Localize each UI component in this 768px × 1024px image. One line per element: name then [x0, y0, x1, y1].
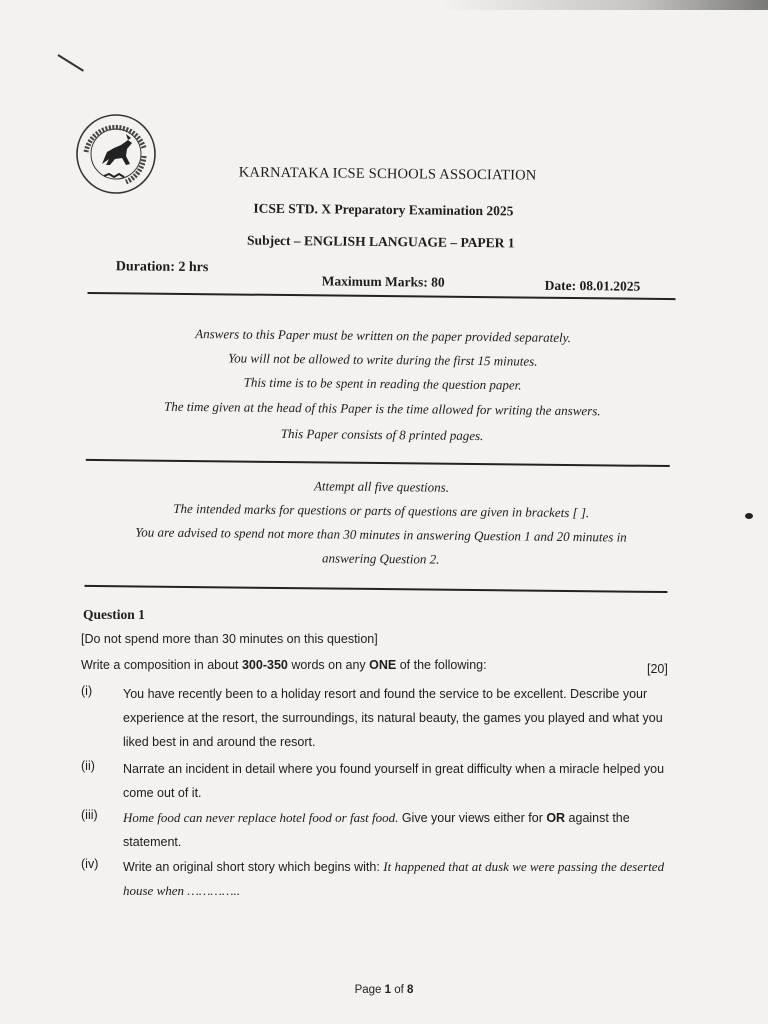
top-edge-smudge — [440, 0, 768, 10]
page-footer: Page 1 of 8 — [354, 984, 414, 996]
option-number: (iv) — [81, 857, 99, 871]
instruction-line: Answers to this Paper must be written on the paper provided separately. — [195, 326, 572, 346]
question-marks: [20] — [647, 662, 668, 676]
question-note: [Do not spend more than 30 minutes on this question] — [81, 632, 378, 646]
org-name: KARNATAKA ICSE SCHOOLS ASSOCIATION — [238, 164, 537, 184]
instruction-line: The time given at the head of this Paper is the time allowed for writing the answers. — [163, 398, 601, 419]
pen-mark — [57, 54, 84, 72]
instruction-line: This time is to be spent in reading the question paper. — [243, 374, 522, 393]
option-text: You have recently been to a holiday resort and found the service to be excellent. Describe your experience at the resort, the surroundings, its natural beauty, the games you played and what you liked best in and around the resort. — [123, 687, 663, 749]
advice-line: The intended marks for questions or parts of questions are given in brackets [ ]. — [173, 500, 590, 521]
max-marks: Maximum Marks: 80 — [321, 273, 445, 290]
divider — [84, 585, 667, 593]
advice-line: Attempt all five questions. — [313, 478, 450, 495]
divider — [86, 459, 670, 467]
question-intro: Write a composition in about 300-350 words on any ONE of the following: — [81, 658, 487, 672]
option-number: (ii) — [81, 759, 95, 773]
exam-date: Date: 08.01.2025 — [544, 277, 641, 294]
option-number: (iii) — [81, 808, 98, 822]
exam-title: ICSE STD. X Preparatory Examination 2025 — [253, 200, 514, 219]
advice-line: You are advised to spend not more than 30 minutes in answering Question 1 and 20 minutes in — [135, 524, 627, 545]
instruction-line: This Paper consists of 8 printed pages. — [280, 425, 484, 444]
option-text: Write an original short story which begins with: It happened that at dusk we were passing the deserted house when ………….. — [123, 859, 665, 898]
option-number: (i) — [81, 684, 93, 698]
instruction-line: You will not be allowed to write during the first 15 minutes. — [228, 350, 538, 369]
advice-line: answering Question 2. — [322, 550, 440, 567]
option-text: Narrate an incident in detail where you found yourself in great difficulty when a miracle helped you come out of it. — [123, 762, 665, 800]
option-text: Home food can never replace hotel food or fast food. Give your views either for OR against the statement. — [123, 810, 630, 849]
question-title: Question 1 — [83, 607, 145, 622]
duration: Duration: 2 hrs — [115, 259, 209, 276]
subject-line: Subject – ENGLISH LANGUAGE – PAPER 1 — [247, 232, 515, 251]
association-logo — [74, 112, 158, 196]
